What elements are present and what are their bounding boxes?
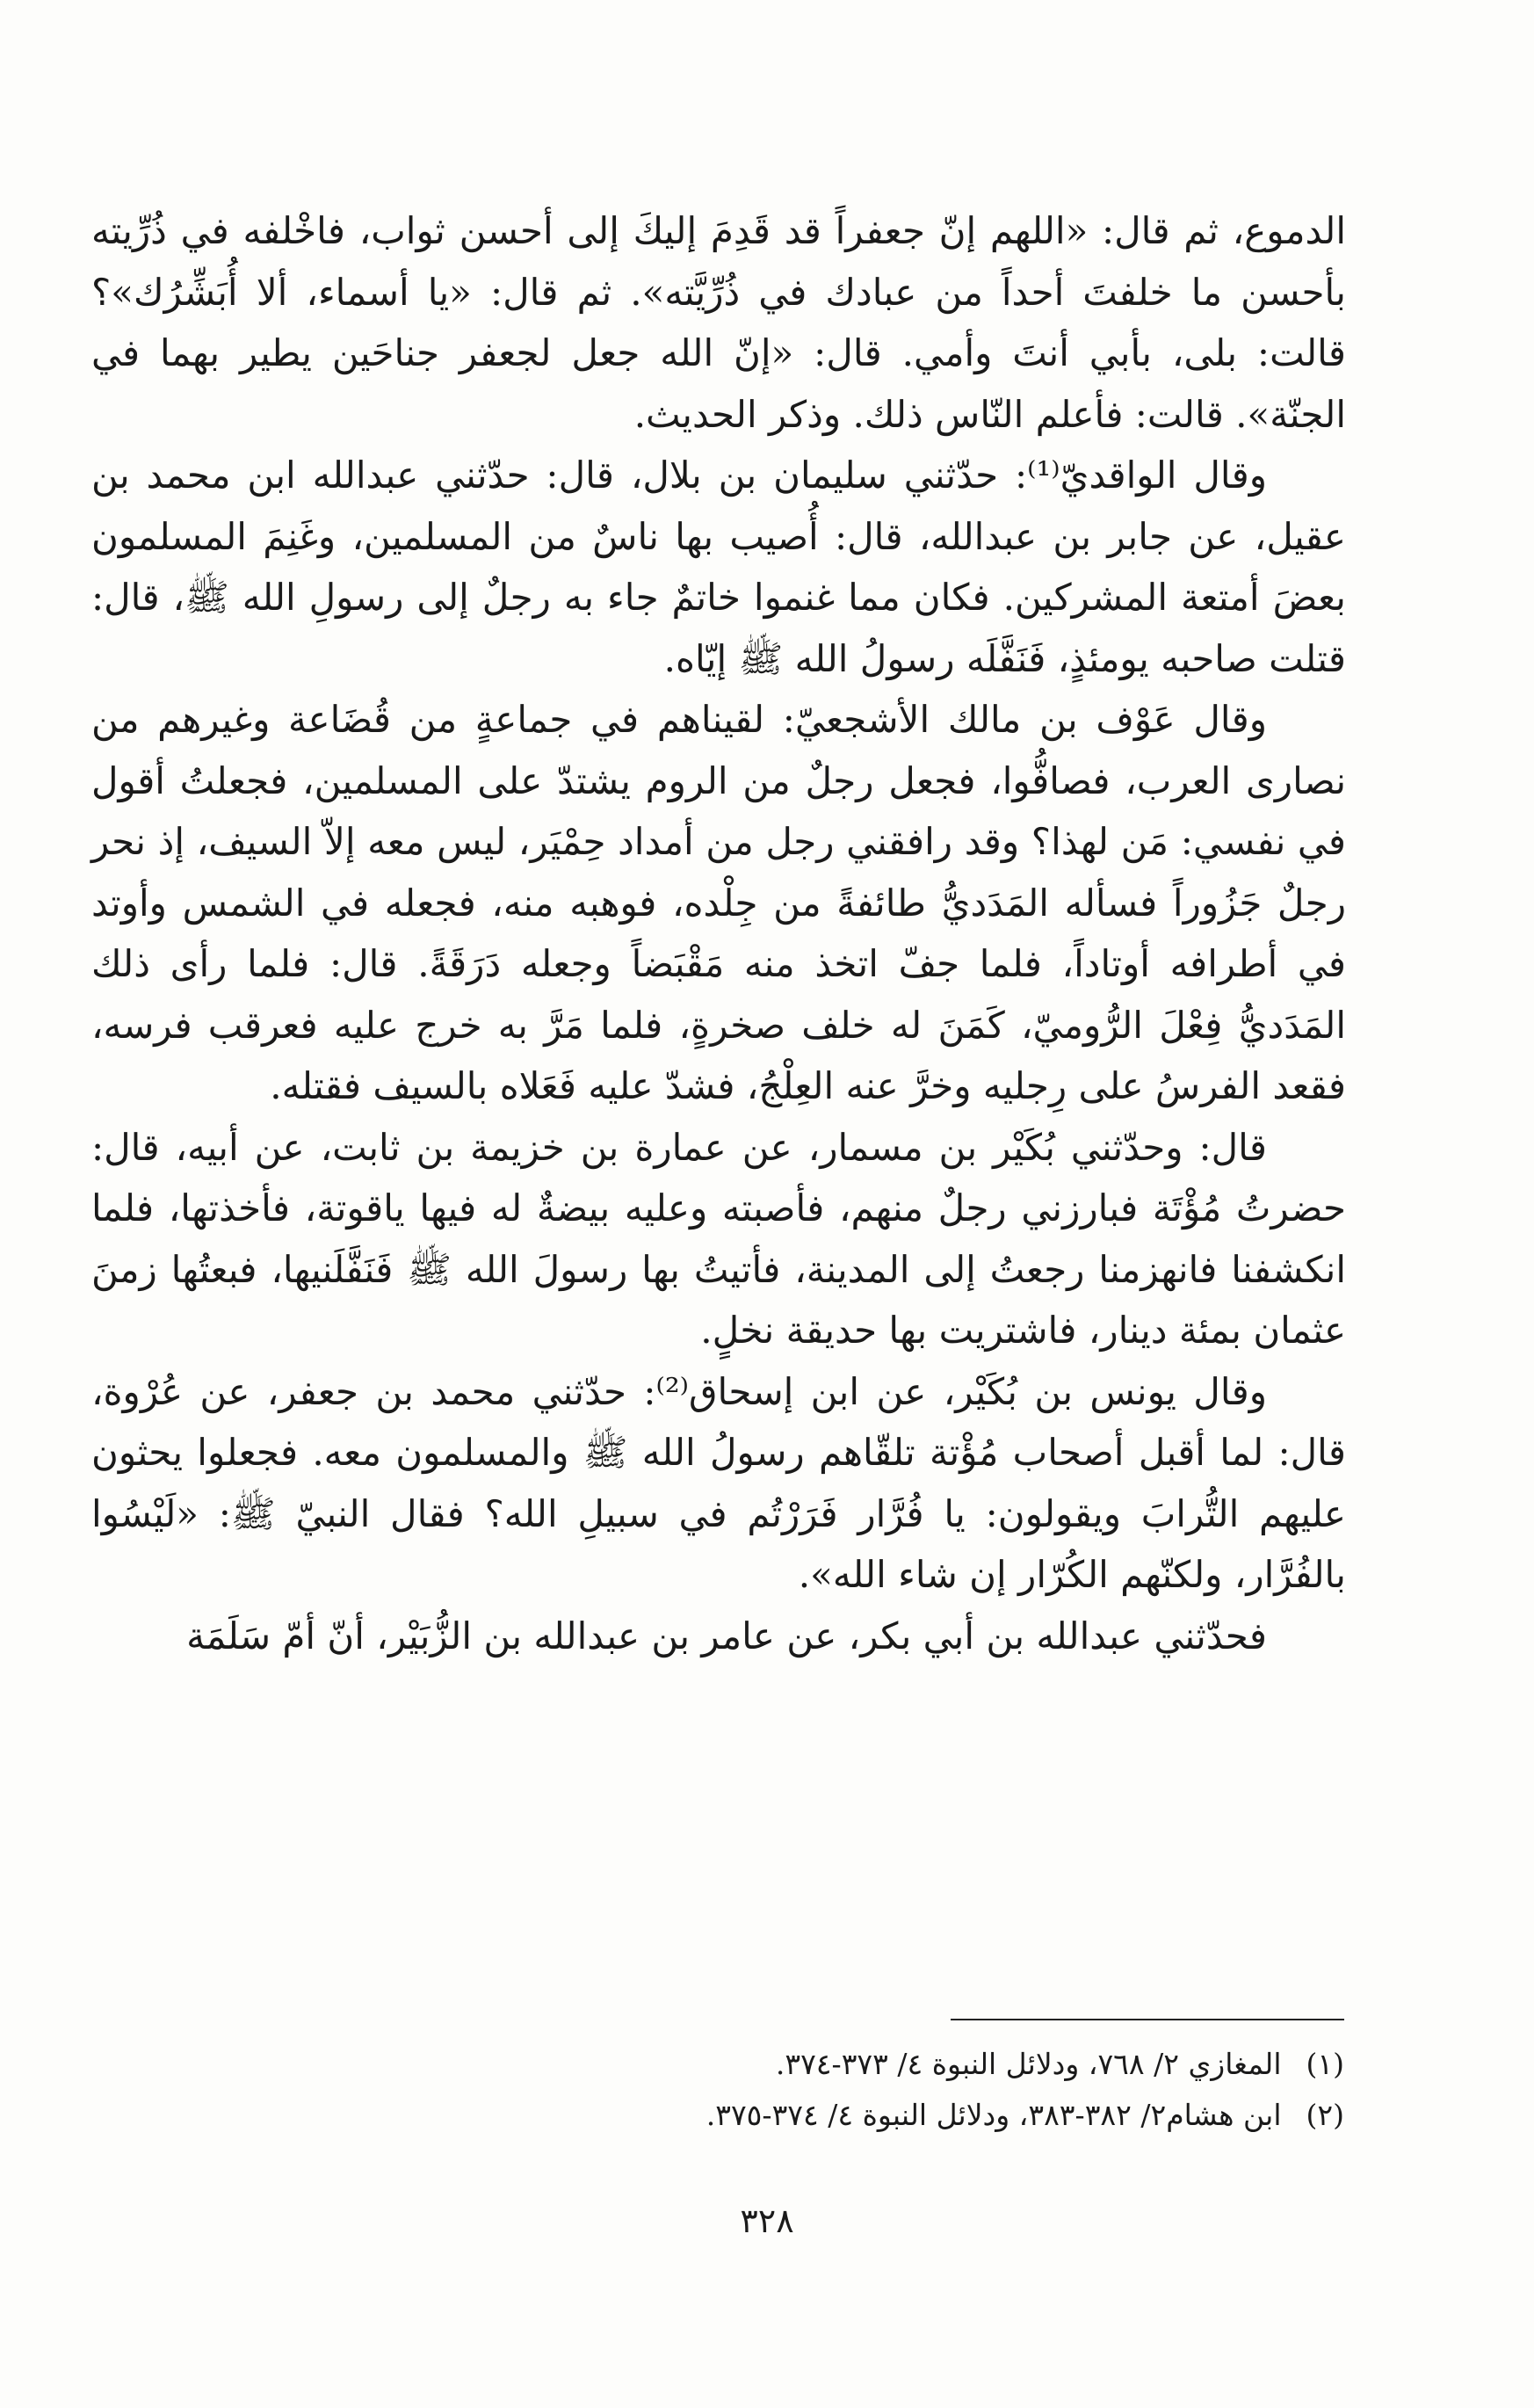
text-line: يطير بهما في الجنّة». قالت: فأعلم النّاس ذلك. وذكر الحديث. — [91, 331, 1346, 436]
text-line: وقال الواقديّ⁽¹⁾: حدّثني سليمان بن بلال، قال: حدّثني عبدالله ابن — [247, 453, 1268, 497]
text-line: وقال عَوْف بن مالك الأشجعيّ: لقيناهم في جماعةٍ من قُضَاعة وغيرهم — [157, 698, 1267, 741]
paragraph-1 — [91, 200, 1346, 445]
footnote-text: ابن هشام٢/ ٣٨٢-٣٨٣، ودلائل النبوة ٤/ ٣٧٤-٣٧٥. — [705, 2098, 1282, 2132]
text-line: فأخذتها، فلما انكشفنا فانهزمنا رجعتُ إلى المدينة، فأتيتُ بها رسولَ الله ﷺ — [91, 1186, 1346, 1291]
text-line: محمد بن عقيل، عن جابر بن عبدالله، قال: أُصيب بها ناسٌ من المسلمين، — [91, 453, 1346, 558]
footnote-1 — [91, 2039, 1344, 2090]
text-line: وقال يونس بن بُكَيْر، عن ابن إسحاق⁽²⁾: حدّثني محمد بن جعفر، عن — [199, 1369, 1267, 1413]
paragraph-5 — [91, 1361, 1346, 1606]
footnote-number: (١) — [1306, 2047, 1344, 2081]
text-line: فحدّثني عبدالله بن أبي بكر، عن عامر بن عبدالله بن الزُّبَيْر، أنّ أمّ سَلَمَة — [186, 1614, 1267, 1657]
paragraph-4 — [91, 1117, 1346, 1361]
text-line: وغَنِمَ المسلمون بعضَ أمتعة المشركين. فكان مما غنموا خاتمٌ جاء به رجلٌ — [91, 514, 1346, 619]
text-line: أُبَشِّرُك»؟ قالت: بلى، بأبي أنتَ وأمي. قال: «إنّ الله جعل لجعفر جناحَين — [91, 270, 1346, 374]
text-line: ذُرِّيته بأحسن ما خلفتَ أحداً من عبادك في ذُرِّيَّته». ثم قال: «يا أسماء، ألا — [91, 209, 1346, 314]
page-number: ٣٢٨ — [740, 2201, 794, 2240]
text-line: قال: وحدّثني بُكَيْر بن مسمار، عن عمارة بن خزيمة بن ثابت، عن أبيه، — [175, 1125, 1267, 1169]
text-line: ﷺ: «لَيْسُوا بالفُرَّار، ولكنّهم الكُرّار إن شاء الله». — [91, 1491, 1346, 1596]
text-line: عُرْوة، قال: لما أقبل أصحاب مُؤْتة تلقّاهم رسولُ الله ﷺ والمسلمون معه. — [91, 1369, 1346, 1474]
paragraph-6 — [91, 1606, 1346, 1667]
text-line: قال: حضرتُ مُؤْتَة فبارزني رجلٌ منهم، فأصبته وعليه بيضةٌ له فيها ياقوتة، — [91, 1125, 1346, 1229]
text-line: صخرةٍ، فلما مَرَّ به خرج عليه فعرقب فرسه، فقعد الفرسُ على رِجليه وخرَّ عنه — [91, 1003, 1346, 1107]
footnote-text: المغازي ٢/ ٧٦٨، ودلائل النبوة ٤/ ٣٧٣-٣٧٤. — [775, 2047, 1282, 2081]
text-line: من نصارى العرب، فصافُّوا، فجعل رجلٌ من الروم يشتدّ على المسلمين، — [91, 698, 1347, 802]
text-line: فجعلوا يحثون عليهم التُّرابَ ويقولون: يا فُرَّار فَرَرْتُم في سبيلِ الله؟ فقال النبيّ — [91, 1431, 1346, 1535]
paragraph-3 — [91, 689, 1346, 1117]
text-line: الدموع، ثم قال: «اللهم إنّ جعفراً قد قَدِمَ إليكَ إلى أحسن ثواب، فاخْلفه في — [180, 209, 1346, 252]
text-line: إلى رسولِ الله ﷺ، قال: قتلت صاحبه يومئذٍ، فَنَفَّلَه رسولُ الله ﷺ إيّاه. — [91, 576, 1346, 680]
footnote-number: (٢) — [1306, 2098, 1344, 2132]
footnote-divider — [951, 2019, 1344, 2020]
footnote-2 — [91, 2090, 1344, 2141]
main-text — [91, 200, 1346, 1666]
text-line: فجعلتُ أقول في نفسي: مَن لهذا؟ وقد رافقني رجل من أمداد حِمْيَر، ليس — [91, 758, 1346, 863]
text-line: فَنَفَّلَنيها، فبعتُها زمنَ عثمان بمئة دينار، فاشتريت بها حديقة نخلٍ. — [91, 1247, 1346, 1352]
text-line: معه إلاّ السيف، إذ نحر رجلٌ جَزُوراً فسأله المَدَديُّ طائفةً من جِلْده، فوهبه — [91, 820, 1346, 925]
footnotes — [91, 2039, 1344, 2141]
paragraph-2 — [91, 445, 1346, 689]
text-line: وجعله دَرَقَةً. قال: فلما رأى ذلك المَدَديُّ فِعْلَ الرُّوميّ، كَمَنَ له خلف — [91, 942, 1346, 1047]
text-line: العِلْجُ، فشدّ عليه فَعَلاه بالسيف فقتله. — [270, 1064, 835, 1107]
text-line: منه، فجعله في الشمس وأوتد في أطرافه أوتاداً، فلما جفّ اتخذ منه مَقْبَضاً — [91, 881, 1346, 985]
